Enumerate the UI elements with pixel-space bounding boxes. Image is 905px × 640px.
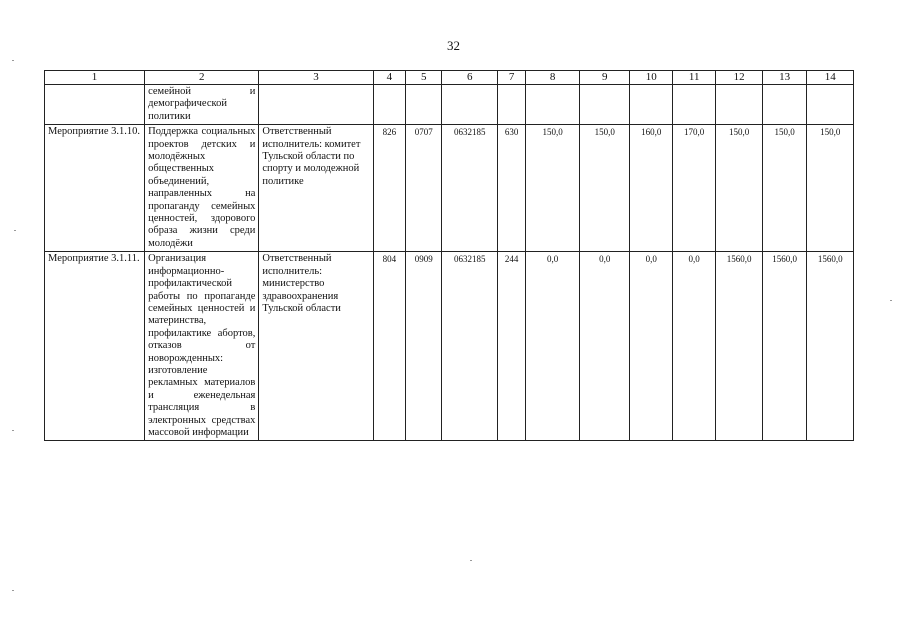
column-header: 8	[526, 71, 580, 85]
table-cell	[442, 85, 498, 125]
measure-executor: Ответственный исполнитель: министерство здравоохранения Тульской области	[259, 252, 373, 441]
ministry-code: 804	[373, 252, 405, 441]
scan-speck	[890, 300, 892, 301]
column-header: 14	[807, 71, 854, 85]
table-cell	[373, 85, 405, 125]
table-cell	[762, 85, 806, 125]
measure-description: Поддержка социальных проектов детских и молодёжных общественных объединений, направленных на пропаганду семейных ценностей, здорового образа жизни среди молодёжи	[145, 125, 259, 252]
scan-speck	[12, 590, 14, 591]
table-row	[45, 125, 854, 252]
continued-description: семейной и демографической политики	[145, 85, 259, 125]
table-cell	[716, 85, 763, 125]
measure-name: Мероприятие 3.1.10.	[45, 125, 145, 252]
scan-speck	[12, 60, 14, 61]
scan-speck	[470, 560, 472, 561]
amount-cell: 150,0	[762, 125, 806, 252]
table-cell	[45, 85, 145, 125]
column-header: 10	[630, 71, 672, 85]
target-code: 0632185	[442, 125, 498, 252]
table-cell	[526, 85, 580, 125]
table-cell	[259, 85, 373, 125]
column-header: 5	[406, 71, 442, 85]
table-cell	[579, 85, 630, 125]
amount-cell: 0,0	[579, 252, 630, 441]
ministry-code: 826	[373, 125, 405, 252]
table-cell	[498, 85, 526, 125]
measure-description: Организация информационно-профилактической работы по пропаганде семейных ценностей и материнства, профилактике абортов, отказов от новорожденных: изготовление рекламных материалов и еженедельная трансляция в электронных средствах массовой информации	[145, 252, 259, 441]
column-header: 4	[373, 71, 405, 85]
amount-cell: 0,0	[526, 252, 580, 441]
scan-speck	[14, 230, 16, 231]
amount-cell: 0,0	[630, 252, 672, 441]
page-number: 32	[447, 38, 460, 53]
measure-name: Мероприятие 3.1.11.	[45, 252, 145, 441]
table-cell	[630, 85, 672, 125]
column-header: 9	[579, 71, 630, 85]
amount-cell: 1560,0	[807, 252, 854, 441]
table-cell	[406, 85, 442, 125]
column-header: 13	[762, 71, 806, 85]
section-code: 0707	[406, 125, 442, 252]
column-header: 3	[259, 71, 373, 85]
amount-cell: 0,0	[672, 252, 715, 441]
amount-cell: 160,0	[630, 125, 672, 252]
measure-executor: Ответственный исполнитель: комитет Тульской области по спорту и молодежной политике	[259, 125, 373, 252]
amount-cell: 150,0	[716, 125, 763, 252]
table-row	[45, 252, 854, 441]
table-cell	[807, 85, 854, 125]
column-header: 11	[672, 71, 715, 85]
budget-table	[44, 70, 854, 441]
scan-speck	[12, 430, 14, 431]
continuation-row	[45, 85, 854, 125]
expense-type-code: 244	[498, 252, 526, 441]
section-code: 0909	[406, 252, 442, 441]
amount-cell: 170,0	[672, 125, 715, 252]
column-header: 12	[716, 71, 763, 85]
column-header: 7	[498, 71, 526, 85]
expense-type-code: 630	[498, 125, 526, 252]
table-cell	[672, 85, 715, 125]
target-code: 0632185	[442, 252, 498, 441]
column-header: 1	[45, 71, 145, 85]
amount-cell: 150,0	[807, 125, 854, 252]
column-header: 6	[442, 71, 498, 85]
amount-cell: 1560,0	[762, 252, 806, 441]
amount-cell: 150,0	[526, 125, 580, 252]
amount-cell: 150,0	[579, 125, 630, 252]
column-header: 2	[145, 71, 259, 85]
amount-cell: 1560,0	[716, 252, 763, 441]
column-number-row	[45, 71, 854, 85]
